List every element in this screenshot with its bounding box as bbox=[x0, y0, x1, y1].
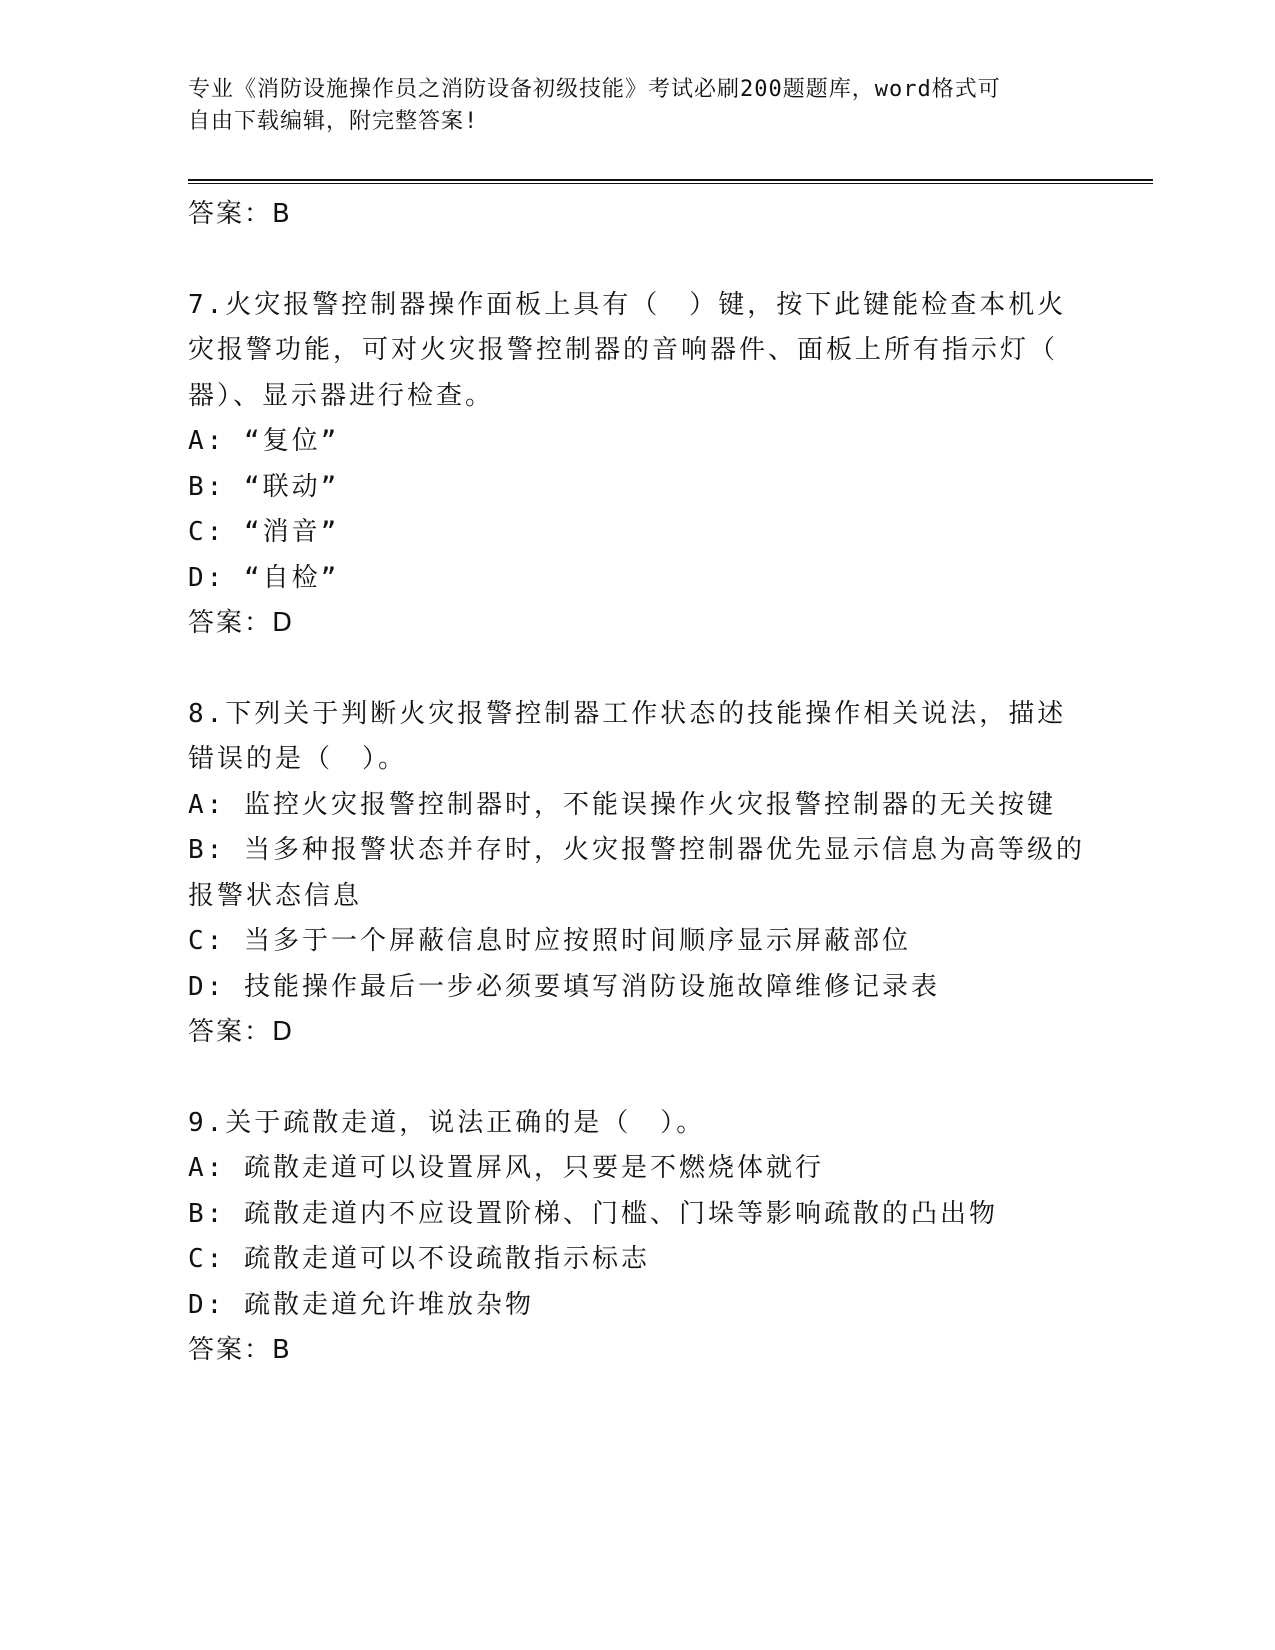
question-8-option-a: A: 监控火灾报警控制器时，不能误操作火灾报警控制器的无关按键 bbox=[188, 789, 1056, 820]
question-9-option-d: D: 疏散走道允许堆放杂物 bbox=[188, 1289, 534, 1320]
question-7-option-c: C: “消音” bbox=[188, 517, 340, 547]
question-8-option-d: D: 技能操作最后一步必须要填写消防设施故障维修记录表 bbox=[188, 971, 940, 1002]
question-7-option-d: D: “自检” bbox=[188, 562, 340, 593]
question-7-stem-line-3: 器）、显示器进行检查。 bbox=[188, 380, 495, 411]
header-divider-thin bbox=[188, 183, 1153, 184]
question-7-option-a: A: “复位” bbox=[188, 426, 340, 456]
header-line-2: 自由下载编辑，附完整答案! bbox=[188, 109, 479, 134]
question-7-option-b: B: “联动” bbox=[188, 471, 340, 502]
question-9-stem-line-1: 9.关于疏散走道，说法正确的是（ ）。 bbox=[188, 1107, 706, 1138]
document-header bbox=[188, 74, 1068, 138]
question-7 bbox=[188, 283, 1088, 647]
document-body bbox=[188, 192, 1088, 1374]
header-divider-thick bbox=[188, 179, 1153, 181]
header-line-1: 专业《消防设施操作员之消防设备初级技能》考试必刷200题题库，word格式可 bbox=[188, 77, 1001, 102]
question-9-option-b: B: 疏散走道内不应设置阶梯、门槛、门垛等影响疏散的凸出物 bbox=[188, 1198, 998, 1229]
spacer bbox=[188, 1056, 1088, 1101]
question-9-option-c: C: 疏散走道可以不设疏散指示标志 bbox=[188, 1244, 650, 1274]
question-9-answer: 答案：B bbox=[188, 1335, 292, 1365]
question-8-answer: 答案：D bbox=[188, 1017, 295, 1047]
spacer bbox=[188, 647, 1088, 692]
question-7-stem-line-2: 灾报警功能，可对火灾报警控制器的音响器件、面板上所有指示灯（ bbox=[188, 335, 1059, 365]
question-8-option-c: C: 当多于一个屏蔽信息时应按照时间顺序显示屏蔽部位 bbox=[188, 926, 911, 956]
question-7-answer: 答案：D bbox=[188, 608, 295, 638]
question-8-option-b-line-2: 报警状态信息 bbox=[188, 880, 363, 911]
previous-answer: 答案：B bbox=[188, 199, 292, 229]
question-9 bbox=[188, 1101, 1088, 1374]
question-8-option-b-line-1: B: 当多种报警状态并存时，火灾报警控制器优先显示信息为高等级的 bbox=[188, 835, 1085, 865]
question-9-option-a: A: 疏散走道可以设置屏风，只要是不燃烧体就行 bbox=[188, 1153, 824, 1183]
question-7-stem-line-1: 7.火灾报警控制器操作面板上具有（ ）键，按下此键能检查本机火 bbox=[188, 289, 1067, 320]
question-8-stem-line-2: 错误的是（ ）。 bbox=[188, 744, 408, 774]
question-8 bbox=[188, 692, 1088, 1056]
question-8-stem-line-1: 8.下列关于判断火灾报警控制器工作状态的技能操作相关说法，描述 bbox=[188, 698, 1067, 729]
spacer bbox=[188, 238, 1088, 283]
